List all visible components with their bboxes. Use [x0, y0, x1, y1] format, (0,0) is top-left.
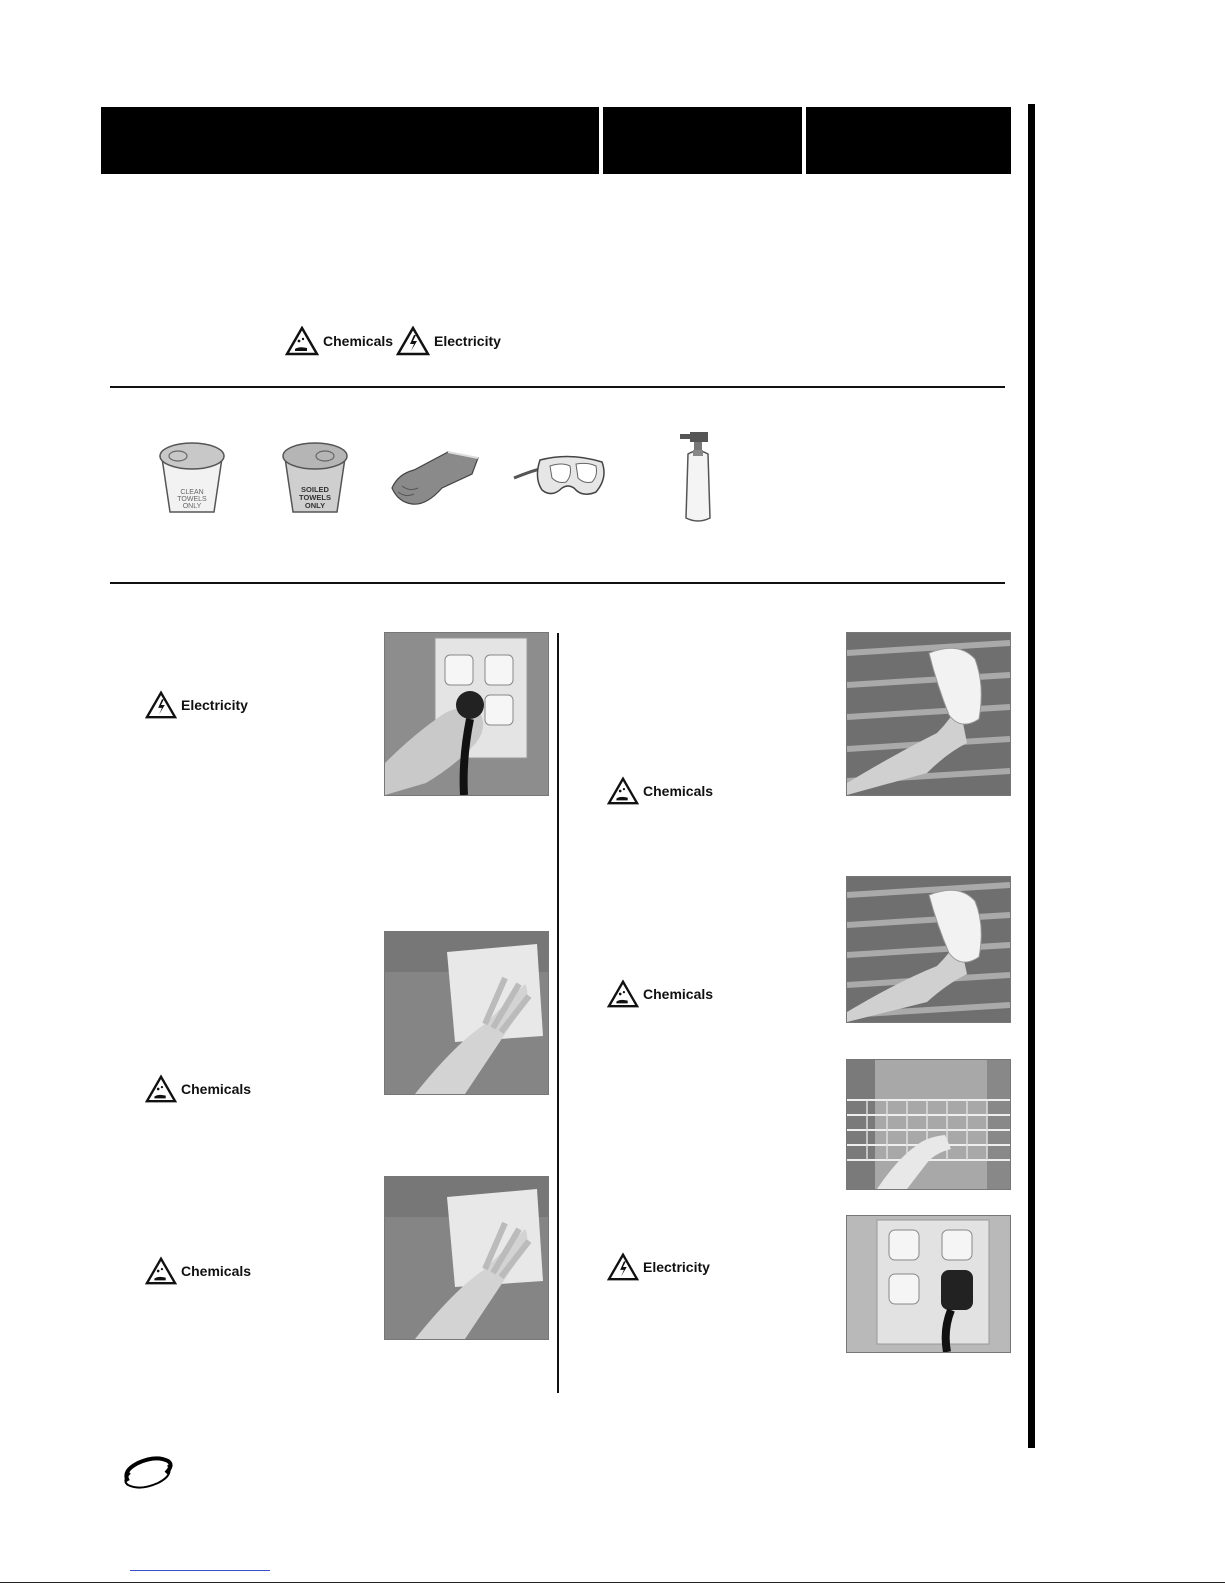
clean-towels-bucket-icon [156, 436, 228, 518]
step-hazard-chemicals [607, 776, 713, 806]
step-hazard-chemicals [145, 1256, 251, 1286]
chemical-hazard-icon [607, 776, 639, 806]
side-rule [1028, 104, 1035, 1448]
step-hazard-electricity [145, 690, 248, 720]
footer-link-underline [130, 1570, 270, 1571]
hazard-label: Chemicals [643, 986, 714, 1002]
soiled-towels-bucket-icon [279, 436, 351, 518]
hazard-label: Electricity [181, 697, 248, 713]
photo-wipe-surface [384, 931, 549, 1095]
hazard-label: Chemicals [643, 783, 714, 799]
step-hazard-electricity [607, 1252, 710, 1282]
electricity-hazard-icon [607, 1252, 639, 1282]
photo-wipe-surface [384, 1176, 549, 1340]
hazard-label: Chemicals [181, 1081, 252, 1097]
photo-wire-rack [846, 1059, 1011, 1190]
hazard-label: Chemicals [181, 1263, 252, 1279]
svg-text:TOWELS: TOWELS [299, 493, 331, 502]
photo-wipe-shelf [846, 632, 1011, 796]
safety-goggles-icon [512, 452, 608, 502]
photo-wipe-shelf [846, 876, 1011, 1023]
svg-text:ONLY: ONLY [182, 503, 202, 510]
hazard-label: Electricity [643, 1259, 710, 1275]
section-rule [110, 582, 1005, 584]
brand-logo [122, 1455, 174, 1494]
hazard-electricity [396, 326, 501, 356]
photo-unplug-cord [384, 632, 549, 796]
svg-text:SOILED: SOILED [301, 485, 329, 494]
rubber-gloves-icon [388, 448, 484, 506]
footer-rule [0, 1582, 1225, 1583]
chemical-hazard-icon [145, 1074, 177, 1104]
electricity-hazard-icon [145, 690, 177, 720]
svg-text:ONLY: ONLY [304, 501, 326, 510]
hazard-label: Electricity [434, 333, 501, 349]
hazard-chemicals [285, 326, 393, 356]
photo-plug-in-cord [846, 1215, 1011, 1353]
chemical-hazard-icon [607, 979, 639, 1009]
header-divider [599, 107, 603, 174]
svg-text:TOWELS: TOWELS [177, 496, 207, 503]
step-hazard-chemicals [607, 979, 713, 1009]
svg-text:CLEAN: CLEAN [180, 489, 204, 496]
hazard-label: Chemicals [323, 333, 394, 349]
column-divider [557, 633, 559, 1393]
chemical-hazard-icon [285, 326, 319, 356]
header-bar [101, 107, 1011, 174]
step-hazard-chemicals [145, 1074, 251, 1104]
section-rule [110, 386, 1005, 388]
spray-bottle-icon [676, 430, 720, 524]
chemical-hazard-icon [145, 1256, 177, 1286]
header-divider [802, 107, 806, 174]
electricity-hazard-icon [396, 326, 430, 356]
